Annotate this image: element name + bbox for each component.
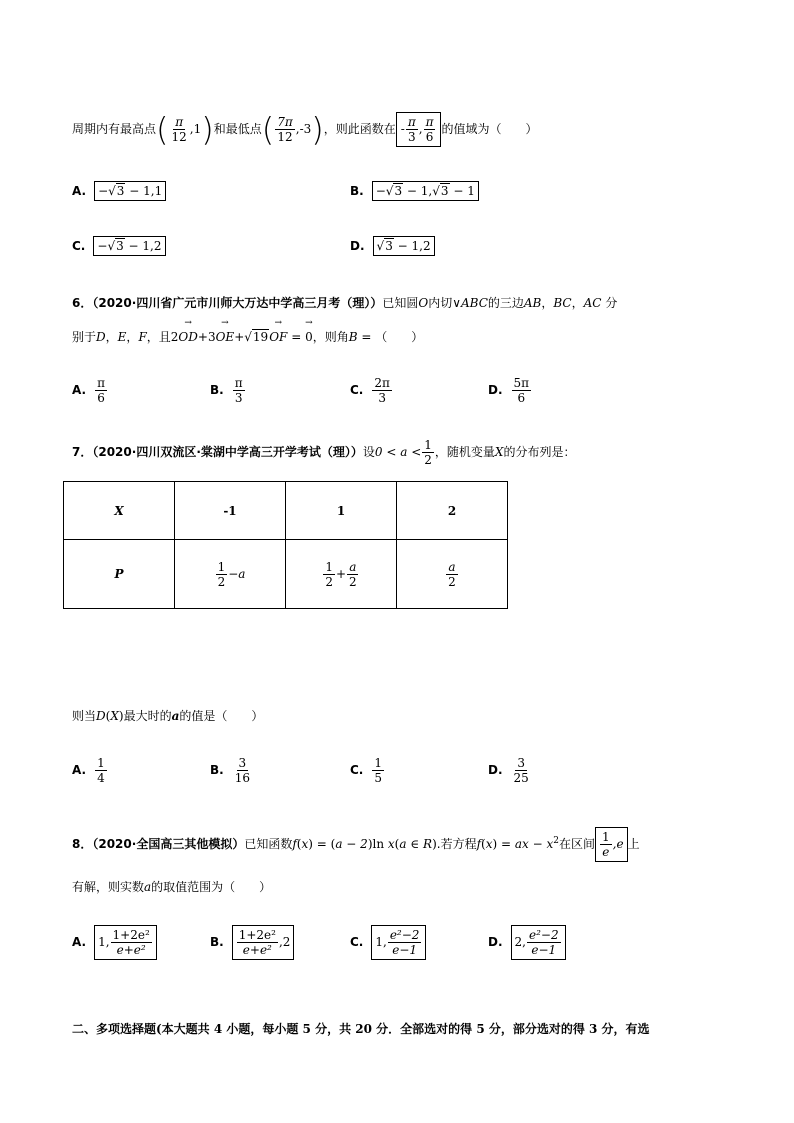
section-heading: 二、多项选择题(本大题共 4 小题，每小题 5 分，共 20 分．全部选对的得 5 分，部分选对的得 3 分，有选 — [72, 1022, 650, 1036]
q5-stem: 周期内有最高点( $\frac{\pi}{12}$ ,1)和最低点( $\frac{7\pi}{12}$ ,-3)，则此函数在 - $\frac{\pi}{3}$ , $\frac{\pi}{6}$ 的值域为（ ） — [72, 110, 538, 149]
q5-option-b[interactable]: B. −√3 − 1,√3 − 1 — [350, 181, 479, 201]
table-cell: P — [64, 540, 175, 609]
q6-option-d[interactable]: D. $\frac{5\pi}{6}$ — [488, 376, 530, 405]
q7-option-a[interactable]: A. $\frac{1}{4}$ — [72, 756, 105, 785]
q7-option-c[interactable]: C. $\frac{1}{5}$ — [350, 756, 383, 785]
q6-stem-line2: 别于D，E，F，且2 → OD+3 → OE+√19 → OF = → 0，则角B = （ ） — [72, 318, 424, 344]
q6-option-b[interactable]: B. $\frac{\pi}{3}$ — [210, 376, 243, 405]
q6-stem-line1: 6．（2020·四川省广元市川师大万达中学高三月考（理））已知圆O内切∨ABC的三边AB，BC，AC 分 — [72, 296, 618, 310]
q8-stem-line1: 8．（2020·全国高三其他模拟）已知函数f(x) = (a − 2)ln x(a ∈ R).若方程f(x) = ax − $x^2$在区间 $\frac{1}{e}$ ,e 上 — [72, 827, 640, 862]
q8-option-b[interactable]: B. $\frac{\text{1+2e²}}{\text{e+e²}}$ ,2 — [210, 925, 294, 960]
q6-option-c[interactable]: C. $\frac{2\pi}{3}$ — [350, 376, 390, 405]
vector-zero: → 0 — [305, 318, 313, 344]
table-cell: 2 — [397, 482, 508, 540]
q5-option-d[interactable]: D. √3 − 1,2 — [350, 236, 435, 256]
table-cell: -1 — [175, 482, 286, 540]
table-cell: 1 — [286, 482, 397, 540]
interval-bracket: $\frac{1}{e}$ ,e — [595, 827, 628, 862]
q5-option-c[interactable]: C. −√3 − 1,2 — [72, 236, 166, 256]
table-row — [64, 540, 508, 609]
table-row — [64, 482, 508, 540]
q7-option-d[interactable]: D. $\frac{3}{25}$ — [488, 756, 529, 785]
q7-question: 则当D(X)最大时的a的值是（ ） — [72, 709, 264, 723]
table-cell: $\frac{1}{2}$ −a — [175, 540, 286, 609]
q8-option-c[interactable]: C. 1, $\frac{\text{e²−2}}{e-1}$ — [350, 925, 426, 960]
table-cell: $\frac{a}{2}$ — [397, 540, 508, 609]
vector-od: → OD — [178, 318, 198, 344]
q8-option-d[interactable]: D. 2, $\frac{\text{e²−2}}{e-1}$ — [488, 925, 566, 960]
q8-option-a[interactable]: A. 1, $\frac{\text{1+2e²}}{\text{e+e²}}$ — [72, 925, 157, 960]
q6-option-a[interactable]: A. $\frac{\pi}{6}$ — [72, 376, 105, 405]
q8-stem-line2: 有解，则实数a的取值范围为（ ） — [72, 880, 272, 894]
q7-stem: 7．（2020·四川双流区·棠湖中学高三开学考试（理））设0 < a < $\frac{1}{2}$ ，随机变量X的分布列是： — [72, 438, 576, 467]
q7-option-b[interactable]: B. $\frac{3}{16}$ — [210, 756, 250, 785]
q5-option-a[interactable]: A. −√3 − 1,1 — [72, 181, 166, 201]
vector-oe: → OE — [215, 318, 235, 344]
interval-bracket: - $\frac{\pi}{3}$ , $\frac{\pi}{6}$ — [396, 112, 442, 147]
table-cell: $\frac{1}{2}$ + $\frac{a}{2}$ — [286, 540, 397, 609]
vector-of: → OF — [269, 318, 288, 344]
table-cell: X — [64, 482, 175, 540]
distribution-table — [63, 481, 508, 609]
